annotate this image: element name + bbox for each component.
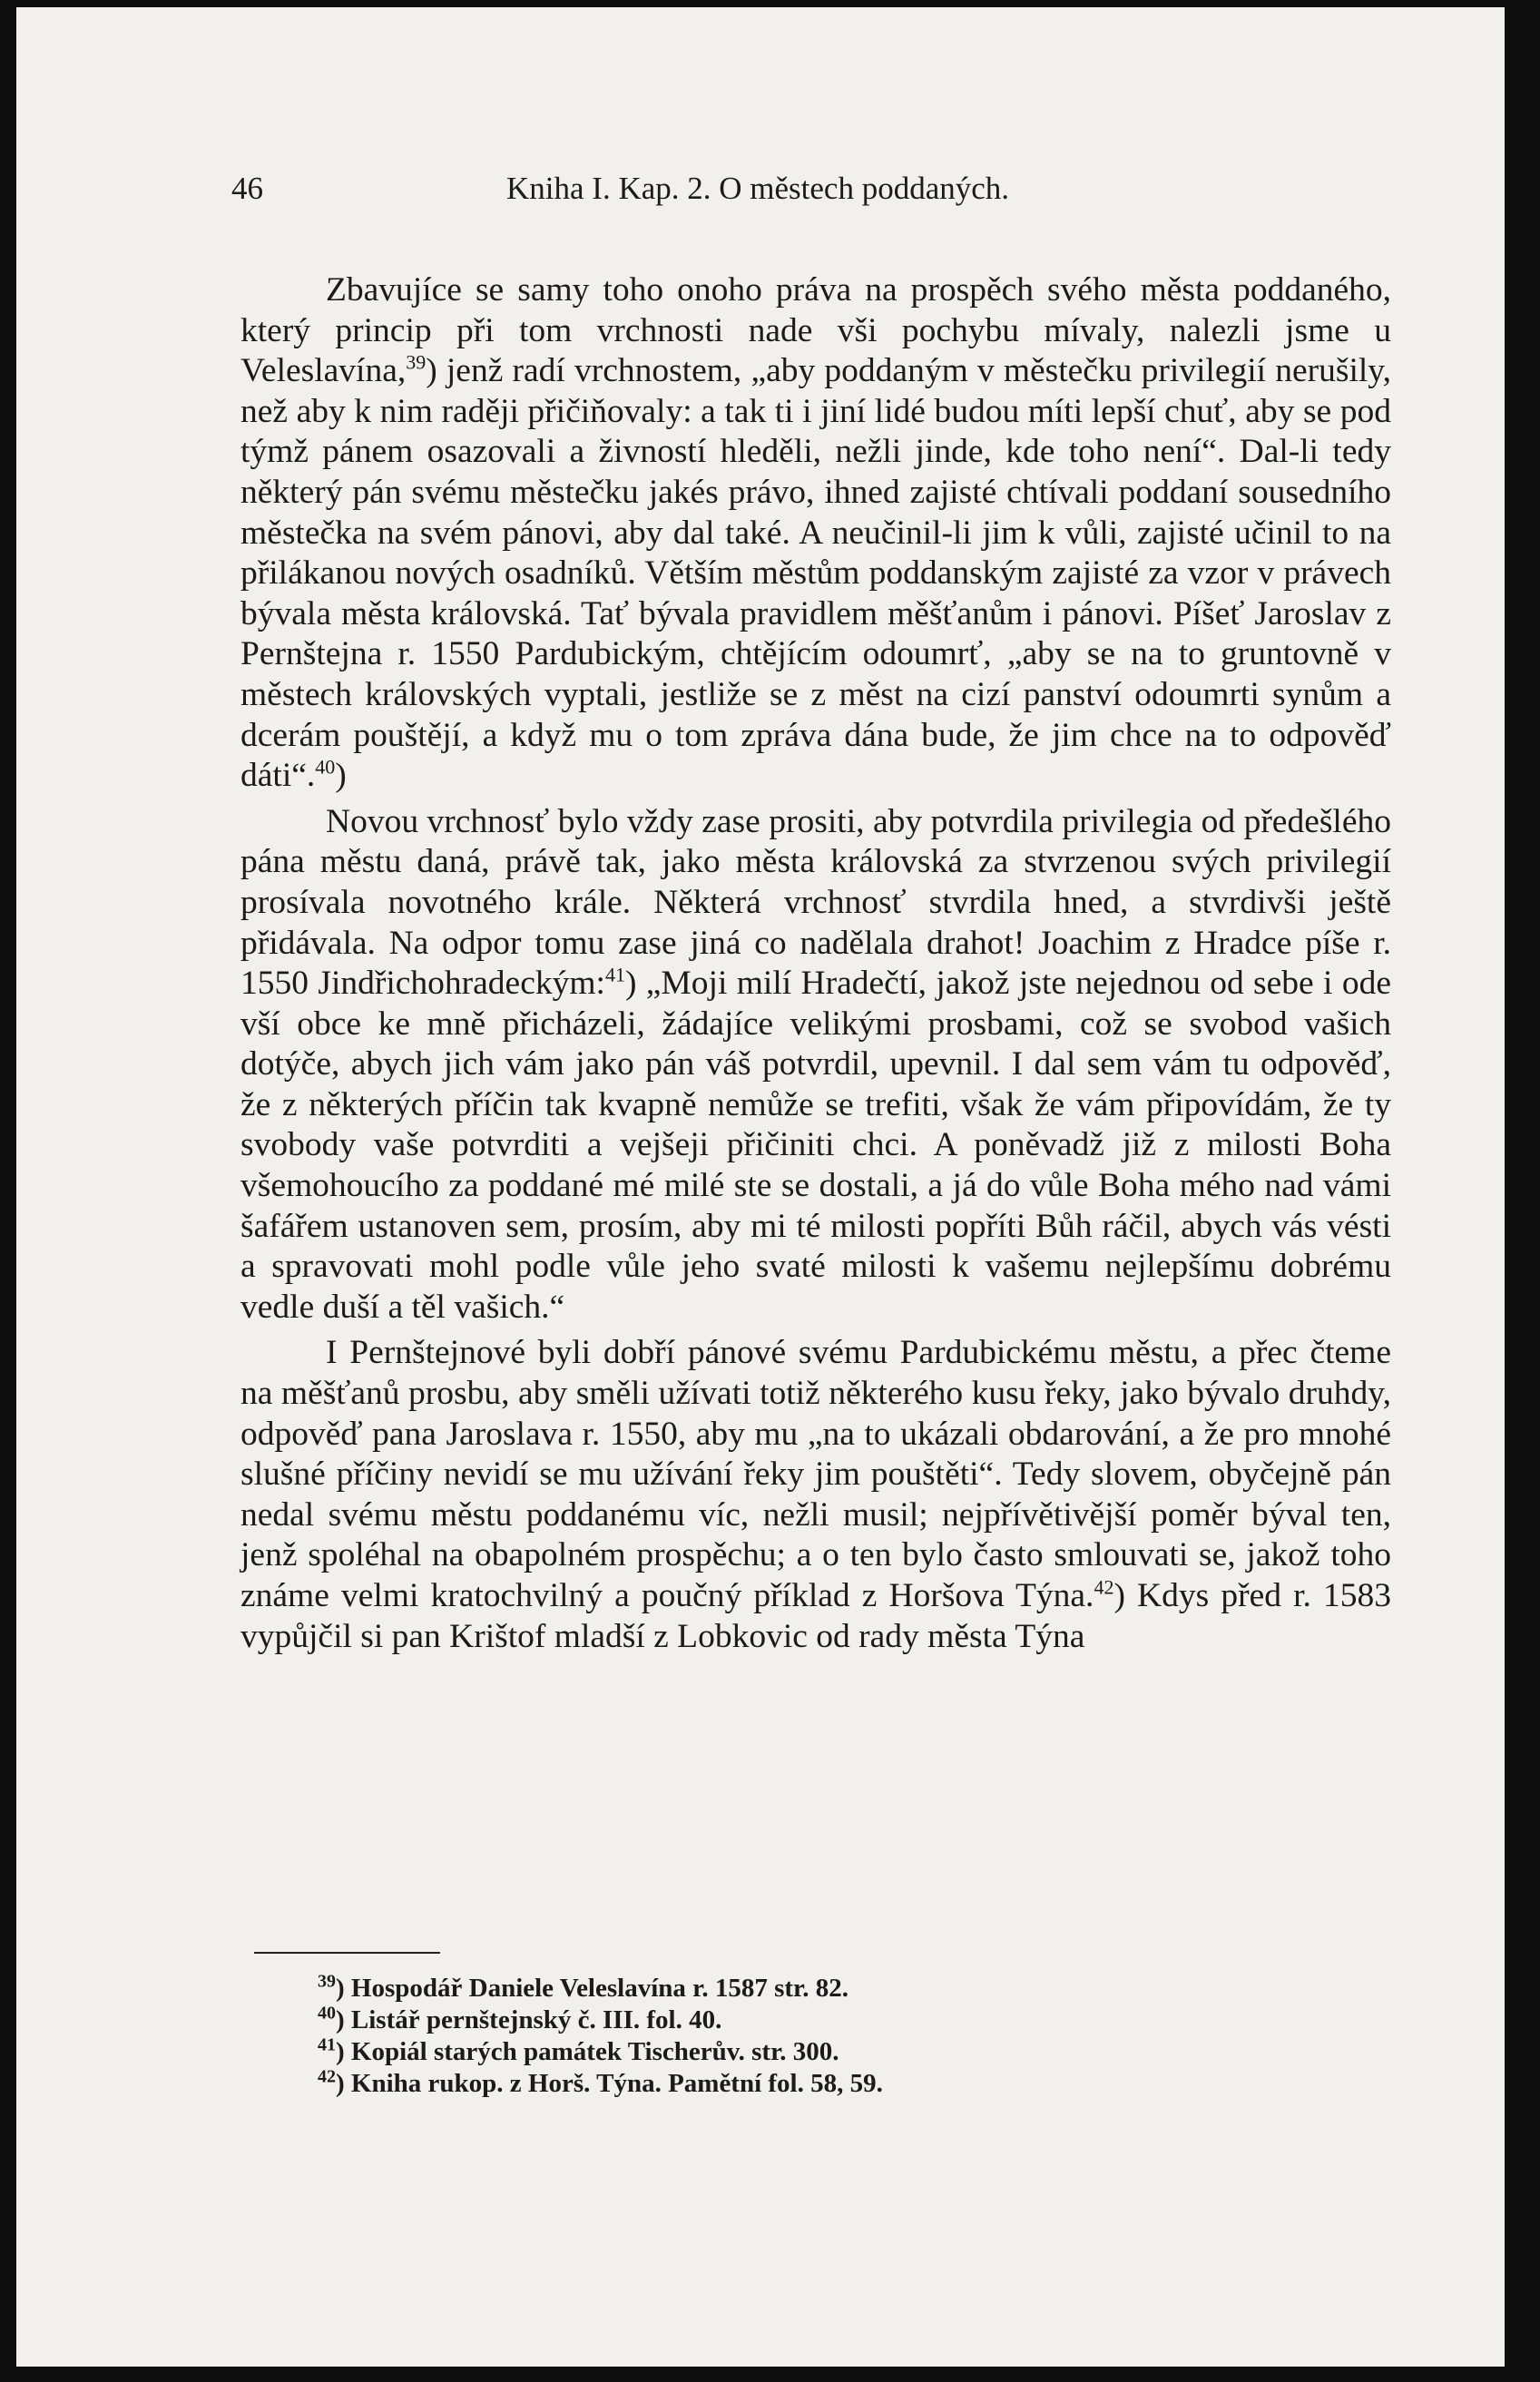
footnote-ref-42: 42 — [1094, 1575, 1114, 1599]
paragraph-3 — [240, 1333, 1391, 1657]
text-run: Zbavujíce se samy toho onoho práva na prospěch svého města poddaného, který princip při tom vrchnosti nade vši pochybu mívaly, nalezli jsme u Veleslavína, — [240, 271, 1391, 390]
book-page — [16, 7, 1505, 2367]
footnote-text: ) Listář pernštejnský č. III. fol. 40. — [336, 2005, 722, 2034]
text-run: ) Kdys před r. 1583 vypůjčil si pan Krištof mladší z Lobkovic od rady města Týna — [240, 1577, 1391, 1655]
footnote-42 — [318, 2068, 1361, 2100]
paragraph-1 — [240, 270, 1391, 797]
footnote-ref-41: 41 — [604, 963, 625, 986]
running-title: Kniha I. Kap. 2. O městech poddaných. — [506, 171, 1010, 206]
footnote-mark: 42 — [318, 2066, 336, 2087]
body-text — [240, 270, 1391, 1662]
footnote-text: ) Kopiál starých památek Tischerův. str. 300. — [336, 2037, 839, 2066]
footnote-divider — [254, 1952, 440, 1954]
footnote-ref-39: 39 — [406, 350, 427, 374]
page-header — [16, 171, 1505, 216]
footnote-40 — [318, 2005, 1361, 2036]
text-run: ) jenž radí vrchnostem, „aby poddaným v městečku privilegií nerušily, než aby k nim raději přičiňovaly: a tak ti i jiní lidé budou míti lepší chuť, aby se pod týmž pánem osazovali a živností hleděli, nežli jinde, kde toho není“. Dal-li tedy některý pán svému městečku jakés právo, ihned zajisté chtívali poddaní sousedního městečka na svém pánovi, aby dal také. A neučinil-li jim k vůli, zajisté učinil to na přilákanou nových osadníků. Větším městům poddanským zajisté za vzor v právech bývala města královská. Tať bývala pravidlem měšťanům i pánovi. Píšeť Jaroslav z Pernštejna r. 1550 Pardubickým, chtějícím odoumrť, „aby se na to gruntovně v městech královských vyptali, jestliže se z měst na cizí panství odoumrti synům a dcerám pouštějí, a když mu o tom zpráva dána bude, že jim chce na to odpověď dáti“. — [240, 352, 1391, 795]
text-run: Novou vrchnosť bylo vždy zase prositi, aby potvrdila privilegia od předešlého pána městu daná, právě tak, jako města královská za stvrzenou svých privilegií prosívala novotného krále. Některá vrchnosť stvrdila hned, a stvrdivši ještě přidávala. Na odpor tomu zase jiná co nadělala drahot! Joachim z Hradce píše r. 1550 Jindřichohradeckým: — [240, 802, 1391, 1003]
text-run: ) — [335, 757, 347, 795]
footnote-41 — [318, 2036, 1361, 2068]
text-run: I Pernštejnové byli dobří pánové svému Pardubickému městu, a přec čteme na měšťanů prosbu, aby směli užívati totiž některého kusu řeky, jako bývalo druhdy, odpověď pana Jaroslava r. 1550, aby mu „na to ukázali obdarování, a že pro mnohé slušné příčiny nevidí se mu užívání řeky jim pouštěti“. Tedy slovem, obyčejně pán nedal svému městu poddanému víc, nežli musil; nejpřívětivější poměr býval ten, jenž spoléhal na obapolném prospěchu; a o ten bylo často smlouvati se, jakož toho známe velmi kratochvilný a poučný příklad z Horšova Týna. — [240, 1334, 1391, 1614]
page-number: 46 — [231, 171, 263, 206]
footnote-text: ) Kniha rukop. z Horš. Týna. Pamětní fol. 58, 59. — [336, 2069, 883, 2098]
footnote-mark: 41 — [318, 2034, 336, 2055]
footnote-mark: 40 — [318, 2003, 336, 2024]
footnotes — [318, 1973, 1361, 2100]
footnote-mark: 39 — [318, 1971, 336, 1992]
text-run: ) „Moji milí Hradečtí, jakož jste nejednou od sebe i ode vší obce ke mně přicházeli, žádajíce velikými prosbami, což se svobod vašich dotýče, abych jich vám jako pán váš potvrdil, upevnil. I dal sem vám tu odpověď, že z některých příčin tak kvapně nemůže se trefiti, však že vám připovídám, že ty svobody vaše potvrditi a vejšeji přičiniti chci. A poněvadž již z milosti Boha všemohoucího za poddané mé milé ste se dostali, a já do vůle Boha mého nad vámi šafářem ustanoven sem, prosím, aby mi té milosti popříti Bůh ráčil, abych vás vésti a spravovati mohl podle vůle jeho svaté milosti k vašemu nejlepšímu dobrému vedle duší a těl vašich.“ — [240, 965, 1391, 1326]
footnote-ref-40: 40 — [315, 755, 336, 779]
footnote-text: ) Hospodář Daniele Veleslavína r. 1587 str. 82. — [336, 1974, 849, 2003]
footnote-39 — [318, 1973, 1361, 2005]
paragraph-2 — [240, 802, 1391, 1328]
